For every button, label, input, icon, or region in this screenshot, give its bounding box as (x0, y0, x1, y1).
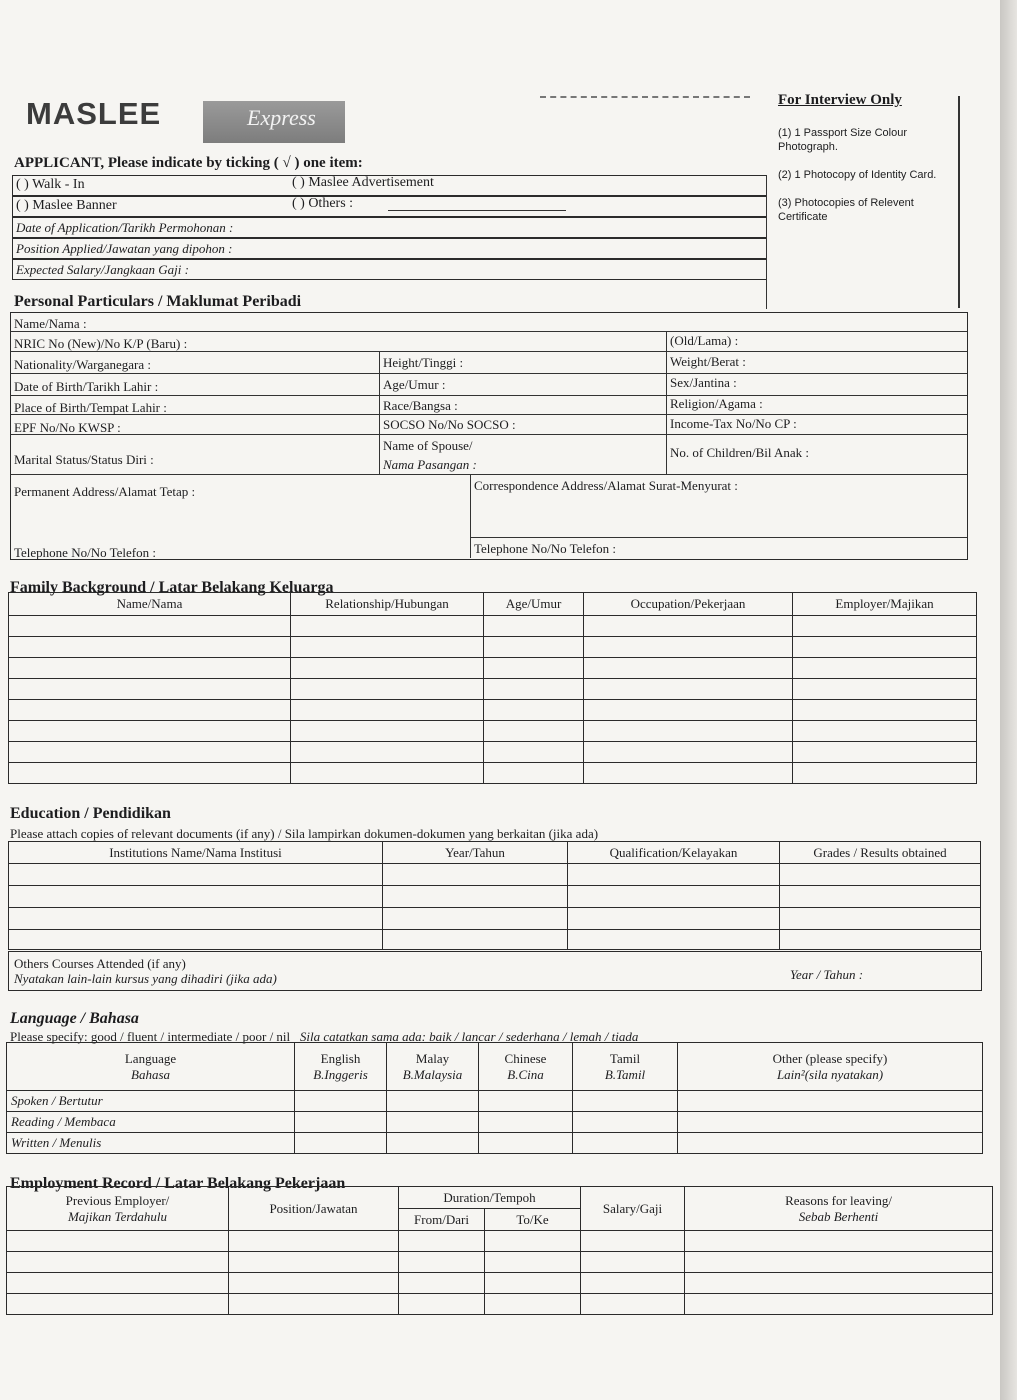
table-cell[interactable] (387, 1133, 479, 1154)
education-title: Education / Pendidikan (10, 805, 171, 822)
telephone-label: Telephone No/No Telefon : (14, 545, 156, 560)
table-cell[interactable] (291, 616, 484, 637)
lang-col-other (678, 1043, 983, 1091)
table-cell[interactable] (484, 637, 584, 658)
table-row[interactable] (9, 742, 977, 763)
table-cell[interactable] (484, 742, 584, 763)
lang-col-label: English (320, 1050, 361, 1066)
edu-col-year: Year/Tahun (383, 842, 568, 864)
table-cell[interactable] (399, 1294, 485, 1315)
table-cell[interactable] (584, 763, 793, 784)
table-cell[interactable] (584, 637, 793, 658)
table-cell[interactable] (7, 1294, 229, 1315)
table-cell[interactable] (229, 1252, 399, 1273)
education-table (8, 841, 981, 950)
table-cell[interactable] (295, 1112, 387, 1133)
table-cell[interactable] (9, 679, 291, 700)
table-cell[interactable] (780, 908, 981, 930)
language-title: Language / Bahasa (10, 1010, 139, 1027)
epf-label: EPF No/No KWSP : (14, 420, 121, 435)
hline (10, 395, 967, 396)
table-cell[interactable] (678, 1133, 983, 1154)
date-label: Date of Application/Tarikh Permohonan : (16, 220, 234, 235)
course-year-label: Year / Tahun : (790, 967, 864, 982)
table-cell[interactable] (780, 886, 981, 908)
table-cell[interactable] (793, 637, 977, 658)
table-cell[interactable] (9, 658, 291, 679)
interview-divider (958, 96, 960, 308)
applicant-instruction: APPLICANT, Please indicate by ticking ( √ ) one item: (14, 155, 363, 171)
table-row[interactable] (9, 637, 977, 658)
table-cell[interactable] (793, 721, 977, 742)
table-cell[interactable] (383, 886, 568, 908)
vline (470, 474, 471, 558)
interview-requirements (778, 126, 958, 238)
education-header-row (9, 842, 981, 864)
edu-col-qualification: Qualification/Kelayakan (568, 842, 780, 864)
walk-in-option[interactable]: ( ) Walk - In (16, 177, 85, 192)
express-badge (203, 101, 345, 143)
lang-col-label-malay: Bahasa (131, 1066, 170, 1082)
table-cell[interactable] (581, 1231, 685, 1252)
sex-label: Sex/Jantina : (670, 375, 737, 390)
nationality-label: Nationality/Warganegara : (14, 357, 151, 372)
old-ic-label: (Old/Lama) : (670, 333, 739, 348)
family-header-row (9, 593, 977, 616)
lang-col-label: Chinese (504, 1050, 547, 1066)
language-note-english: Please specify: good / fluent / intermediate / poor / nil (10, 1029, 291, 1044)
table-row[interactable] (9, 864, 981, 886)
family-col-employer: Employer/Majikan (793, 593, 977, 616)
table-cell[interactable] (584, 742, 793, 763)
religion-label: Religion/Agama : (670, 396, 763, 411)
table-row[interactable] (7, 1294, 993, 1315)
lang-col-label: Other (please specify) (772, 1050, 888, 1066)
family-table (8, 592, 977, 784)
emp-col-from: From/Dari (399, 1209, 485, 1231)
table-cell[interactable] (584, 721, 793, 742)
language-table (6, 1042, 983, 1154)
table-cell[interactable] (7, 1273, 229, 1294)
table-cell[interactable] (9, 637, 291, 658)
nric-label: NRIC No (New)/No K/P (Baru) : (14, 336, 188, 351)
table-cell[interactable] (484, 700, 584, 721)
race-label: Race/Bangsa : (383, 398, 458, 413)
pob-label: Place of Birth/Tempat Lahir : (14, 400, 167, 415)
table-cell[interactable] (485, 1294, 581, 1315)
table-cell[interactable] (685, 1294, 993, 1315)
hline (470, 537, 967, 538)
table-cell[interactable] (229, 1273, 399, 1294)
table-cell[interactable] (581, 1294, 685, 1315)
language-note-malay: Sila catatkan sama ada: baik / lancar / sederhana / lemah / tiada (299, 1029, 639, 1044)
perm-address-label: Permanent Address/Alamat Tetap : (14, 484, 196, 499)
advertisement-option[interactable]: ( ) Maslee Advertisement (292, 175, 434, 190)
table-cell[interactable] (291, 658, 484, 679)
dashed-divider (540, 96, 750, 98)
family-title: Family Background / Latar Belakang Keluarga (10, 579, 334, 596)
vline (666, 331, 667, 474)
table-row[interactable] (9, 763, 977, 784)
table-cell[interactable] (479, 1133, 573, 1154)
lang-col-english (295, 1043, 387, 1091)
table-row[interactable] (9, 700, 977, 721)
personal-title: Personal Particulars / Maklumat Peribadi (14, 293, 302, 310)
table-cell[interactable] (685, 1231, 993, 1252)
table-row[interactable] (7, 1252, 993, 1273)
table-cell[interactable] (291, 763, 484, 784)
emp-col-label: Previous Employer/ (65, 1192, 170, 1208)
table-cell[interactable] (581, 1273, 685, 1294)
family-col-relationship: Relationship/Hubungan (291, 593, 484, 616)
table-row[interactable] (7, 1231, 993, 1252)
table-cell[interactable] (9, 930, 383, 950)
table-cell[interactable] (387, 1112, 479, 1133)
table-cell[interactable] (383, 908, 568, 930)
requirement-photo: (1) 1 Passport Size Colour Photograph. (778, 127, 907, 153)
lang-col-malay (387, 1043, 479, 1091)
family-col-age: Age/Umur (484, 593, 584, 616)
table-row[interactable] (9, 721, 977, 742)
language-row-written[interactable] (7, 1133, 983, 1154)
table-cell[interactable] (793, 763, 977, 784)
spouse-label: Name of Spouse/ (383, 438, 473, 453)
banner-option[interactable]: ( ) Maslee Banner (16, 198, 117, 213)
hline (10, 474, 967, 475)
table-cell[interactable] (383, 864, 568, 886)
language-row-reading[interactable] (7, 1112, 983, 1133)
family-col-name: Name/Nama (9, 593, 291, 616)
table-cell[interactable] (485, 1231, 581, 1252)
table-cell[interactable] (9, 864, 383, 886)
table-cell[interactable] (399, 1231, 485, 1252)
maslee-logo: MASLEE (26, 96, 162, 131)
salary-label: Expected Salary/Jangkaan Gaji : (16, 262, 189, 277)
lang-col-label: Malay (415, 1050, 450, 1066)
table-cell[interactable] (573, 1133, 678, 1154)
language-row-label: Spoken / Bertutur (7, 1091, 295, 1112)
table-cell[interactable] (568, 930, 780, 950)
emp-col-to: To/Ke (485, 1209, 581, 1231)
language-header-row (7, 1043, 983, 1091)
position-label: Position Applied/Jawatan yang dipohon : (16, 241, 233, 256)
language-row-spoken[interactable] (7, 1091, 983, 1112)
children-label: No. of Children/Bil Anak : (670, 445, 810, 460)
employment-title: Employment Record / Latar Belakang Pekerjaan (10, 1175, 346, 1192)
table-cell[interactable] (780, 930, 981, 950)
table-cell[interactable] (485, 1273, 581, 1294)
lang-col-label-malay: B.Tamil (604, 1066, 646, 1082)
table-cell[interactable] (581, 1252, 685, 1273)
socso-label: SOCSO No/No SOCSO : (383, 417, 516, 432)
lang-col-label-malay: Lain²(sila nyatakan) (776, 1066, 884, 1082)
table-cell[interactable] (793, 700, 977, 721)
emp-col-salary: Salary/Gaji (581, 1187, 685, 1231)
table-cell[interactable] (399, 1252, 485, 1273)
other-courses-label-malay: Nyatakan lain-lain kursus yang dihadiri (jika ada) (14, 971, 277, 986)
table-cell[interactable] (685, 1252, 993, 1273)
table-cell[interactable] (484, 721, 584, 742)
table-cell[interactable] (399, 1273, 485, 1294)
table-cell[interactable] (295, 1091, 387, 1112)
hline (10, 434, 967, 435)
table-cell[interactable] (9, 763, 291, 784)
lang-col-language (7, 1043, 295, 1091)
table-cell[interactable] (229, 1231, 399, 1252)
requirement-cert: (3) Photocopies of Relevent Certificate (778, 197, 914, 223)
table-cell[interactable] (573, 1112, 678, 1133)
name-label: Name/Nama : (14, 316, 87, 331)
language-row-label: Written / Menulis (7, 1133, 295, 1154)
lang-col-label-malay: B.Inggeris (313, 1066, 368, 1082)
table-row[interactable] (7, 1273, 993, 1294)
table-row[interactable] (9, 930, 981, 950)
table-cell[interactable] (9, 742, 291, 763)
table-cell[interactable] (383, 930, 568, 950)
table-cell[interactable] (479, 1091, 573, 1112)
dob-label: Date of Birth/Tarikh Lahir : (14, 379, 159, 394)
table-row[interactable] (9, 616, 977, 637)
lang-col-tamil (573, 1043, 678, 1091)
emp-col-position: Position/Jawatan (229, 1187, 399, 1231)
requirement-ic: (2) 1 Photocopy of Identity Card. (778, 169, 937, 181)
table-row[interactable] (9, 658, 977, 679)
table-cell[interactable] (291, 742, 484, 763)
table-cell[interactable] (584, 700, 793, 721)
table-cell[interactable] (678, 1112, 983, 1133)
table-cell[interactable] (568, 864, 780, 886)
height-label: Height/Tinggi : (383, 355, 464, 370)
source-row-2 (12, 196, 767, 217)
table-cell[interactable] (484, 763, 584, 784)
table-row[interactable] (9, 679, 977, 700)
spouse-label-malay: Nama Pasangan : (383, 457, 477, 472)
tax-label: Income-Tax No/No CP : (670, 416, 797, 431)
table-cell[interactable] (485, 1252, 581, 1273)
interview-only-title: For Interview Only (778, 92, 902, 108)
table-cell[interactable] (7, 1252, 229, 1273)
edu-col-institution: Institutions Name/Nama Institusi (9, 842, 383, 864)
edu-col-grades: Grades / Results obtained (780, 842, 981, 864)
emp-col-reasons (685, 1187, 993, 1231)
table-cell[interactable] (9, 616, 291, 637)
table-cell[interactable] (793, 742, 977, 763)
others-underline (388, 210, 566, 211)
table-cell[interactable] (9, 908, 383, 930)
hline (10, 373, 967, 374)
table-cell[interactable] (229, 1294, 399, 1315)
lang-col-chinese (479, 1043, 573, 1091)
table-row[interactable] (9, 908, 981, 930)
corr-address-label: Correspondence Address/Alamat Surat-Menyurat : (474, 478, 738, 493)
table-cell[interactable] (573, 1091, 678, 1112)
table-cell[interactable] (584, 658, 793, 679)
table-row[interactable] (9, 886, 981, 908)
family-col-occupation: Occupation/Pekerjaan (584, 593, 793, 616)
table-cell[interactable] (9, 721, 291, 742)
page-edge (1000, 0, 1017, 1400)
table-cell[interactable] (484, 679, 584, 700)
hline (10, 331, 967, 332)
table-cell[interactable] (685, 1273, 993, 1294)
table-cell[interactable] (793, 658, 977, 679)
table-cell[interactable] (7, 1231, 229, 1252)
table-cell[interactable] (479, 1112, 573, 1133)
emp-col-label: Reasons for leaving/ (785, 1192, 892, 1208)
table-cell[interactable] (678, 1091, 983, 1112)
table-cell[interactable] (9, 886, 383, 908)
table-cell[interactable] (9, 700, 291, 721)
table-cell[interactable] (295, 1133, 387, 1154)
telephone-corr-label: Telephone No/No Telefon : (474, 541, 616, 556)
emp-col-label-malay: Sebab Berhenti (798, 1208, 879, 1224)
marital-label: Marital Status/Status Diri : (14, 452, 154, 467)
table-cell[interactable] (780, 864, 981, 886)
table-cell[interactable] (584, 679, 793, 700)
weight-label: Weight/Berat : (670, 354, 746, 369)
table-cell[interactable] (291, 700, 484, 721)
table-cell[interactable] (291, 679, 484, 700)
table-cell[interactable] (793, 616, 977, 637)
table-cell[interactable] (387, 1091, 479, 1112)
express-badge-text: Express (247, 105, 316, 130)
applicant-right-border (766, 175, 767, 309)
lang-col-label-malay: B.Cina (507, 1066, 544, 1082)
vline (379, 351, 380, 474)
table-cell[interactable] (568, 908, 780, 930)
table-cell[interactable] (568, 886, 780, 908)
employment-table (6, 1186, 993, 1315)
employment-header-row-1 (7, 1187, 993, 1209)
lang-col-label-malay: B.Malaysia (402, 1066, 463, 1082)
table-cell[interactable] (291, 637, 484, 658)
table-cell[interactable] (484, 658, 584, 679)
lang-col-label: Tamil (609, 1050, 641, 1066)
table-cell[interactable] (584, 616, 793, 637)
lang-col-label: Language (124, 1050, 177, 1066)
language-row-label: Reading / Membaca (7, 1112, 295, 1133)
others-option[interactable]: ( ) Others : (292, 196, 354, 211)
emp-col-label-malay: Majikan Terdahulu (67, 1208, 168, 1224)
emp-col-duration: Duration/Tempoh (399, 1187, 581, 1209)
table-cell[interactable] (484, 616, 584, 637)
table-cell[interactable] (291, 721, 484, 742)
emp-col-employer (7, 1187, 229, 1231)
table-cell[interactable] (793, 679, 977, 700)
education-note: Please attach copies of relevant documents (if any) / Sila lampirkan dokumen-dokumen yang berkaitan (jika ada) (10, 826, 599, 841)
other-courses-label: Others Courses Attended (if any) (14, 956, 186, 971)
age-label: Age/Umur : (383, 377, 446, 392)
